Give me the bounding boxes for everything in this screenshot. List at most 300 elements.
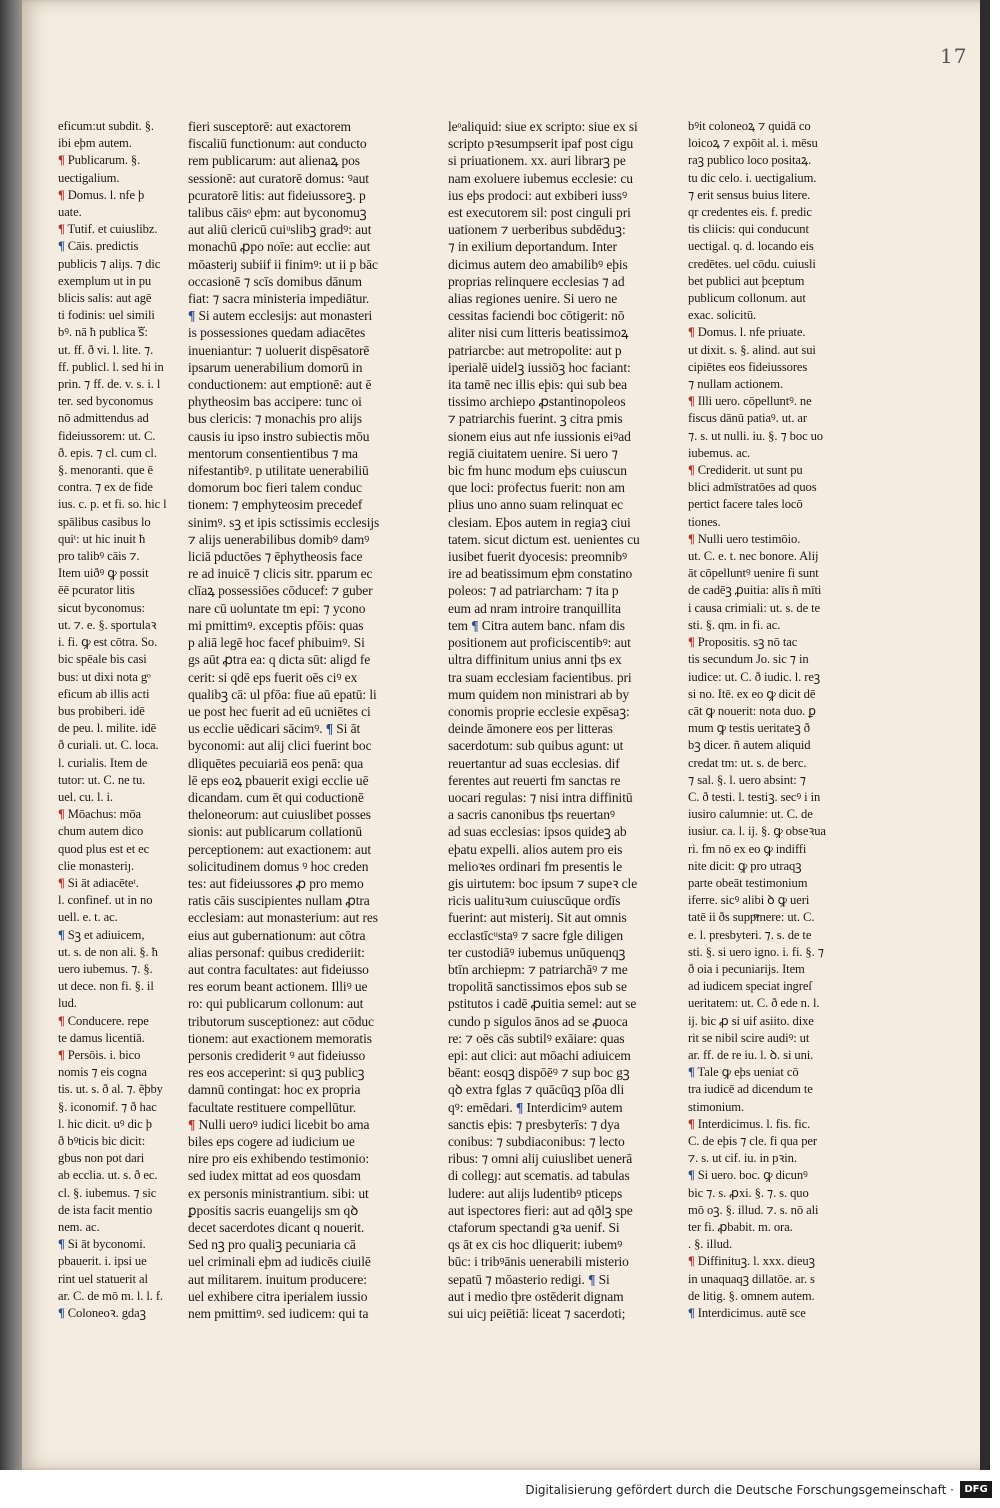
text-line: uate. xyxy=(58,205,82,220)
text-line: sui uicȷ peiētiā: liceat ⁊ sacerdoti; xyxy=(448,1306,626,1322)
text-line: ¶ Tutif. et cuiuslibz. xyxy=(58,222,158,237)
text-line: dicimus autem deo amabilibꝰ eþis xyxy=(448,256,628,272)
text-line: quiᵗ: ut hic inuit ħ xyxy=(58,531,146,546)
text-line: C. ð testi. l. testiꝫ. secꝰ i in xyxy=(688,789,821,804)
text-line: §. menoranti. que ē xyxy=(58,463,153,478)
text-line: sti. §. si uero igno. i. fi. §. ⁊ xyxy=(688,944,824,959)
text-line: ¶ Interdicimus. autē sce xyxy=(688,1306,806,1321)
text-line: sacerdotum: sub quibus agunt: ut xyxy=(448,738,624,754)
text-line: ¶ Nulli ueroꝰ iudici licebit bo ama xyxy=(188,1116,370,1132)
main-text-column-right xyxy=(448,118,678,1322)
text-line: cerit: si qdē eps fuerit oēs ciꝰ ex xyxy=(188,669,358,685)
text-line: sionis: aut publicarum collationū xyxy=(188,824,363,840)
text-line: nare cū uoluntate tm epi: ⁊ ycono xyxy=(188,600,366,616)
text-line: qꝰ: emēdari. ¶ Interdicimꝰ autem xyxy=(448,1099,623,1115)
text-line: tis secundum Jo. sic ⁊ in xyxy=(688,652,809,667)
text-line: lud. xyxy=(58,996,77,1011)
text-line: ¶ Interdicimus. l. fis. fic. xyxy=(688,1116,811,1131)
text-line: ad iudicem speciat ingreſ xyxy=(688,979,812,994)
text-line: cāt ꝙ nouerit: nota duo. ꝑ xyxy=(688,703,816,718)
text-line: blici admīstratōes ad quos xyxy=(688,480,817,495)
text-line: ut. ⁊. e. §. sportulaꝛ xyxy=(58,617,157,632)
text-line: est executorem sil: post cinguli pri xyxy=(448,205,631,221)
paragraph-mark: ¶ xyxy=(58,1306,65,1321)
paragraph-mark: ¶ xyxy=(58,1237,65,1252)
text-line: sanctis eþis: ⁊ presbyterīs: ⁊ dya xyxy=(448,1116,620,1132)
text-line: uero iubemus. ⁊. §. xyxy=(58,961,153,976)
text-line: nem. ac. xyxy=(58,1220,100,1234)
text-line: sessionē: aut curatorē domus: ꝰaut xyxy=(188,170,369,186)
text-line: nire pro eis exhibendo testimonio: xyxy=(188,1151,370,1167)
text-line: exac. solicitū. xyxy=(688,308,757,323)
text-line: bet publici aut þceptum xyxy=(688,273,805,288)
text-line: dliquētes pecuiariā eos penā: qua xyxy=(188,755,364,771)
text-line: ff. publicl. l. sed hi in xyxy=(58,359,164,374)
text-line: de peu. l. milite. idē xyxy=(58,721,157,736)
text-line: ibi eþm autem. xyxy=(58,136,132,151)
text-line: ut. ff. ð vi. l. lite. ⁊. xyxy=(58,342,154,357)
text-line: te damus licentiā. xyxy=(58,1030,145,1045)
text-line: sicut byconomus: xyxy=(58,600,145,615)
paragraph-mark: ¶ xyxy=(515,1099,524,1115)
text-line: bēant: eosqꝫ dispōēꝰ ⁊ sup boc gꝫ xyxy=(448,1065,630,1081)
text-line: tu dic celo. i. uectigalium. xyxy=(688,170,817,185)
text-line: pbauerit. i. ipsi ue xyxy=(58,1254,147,1269)
text-line: rit se nibil scire audiꝰ: ut xyxy=(688,1030,810,1045)
text-line: publicis ⁊ aliȷs. ⁊ dic xyxy=(58,256,161,271)
text-line: publicum collonum. aut xyxy=(688,291,806,306)
text-line: nem pmittimꝰ. sed iudicem: qui ta xyxy=(188,1306,369,1322)
paragraph-mark: ¶ xyxy=(688,394,695,409)
paragraph-mark: ¶ xyxy=(188,308,196,324)
text-line: liciā pductōes ⁊ ēphytheosis face xyxy=(188,549,363,565)
text-line: bꝫ dicer. ñ autem aliquid xyxy=(688,738,811,753)
text-line: bꝰ. nā ħ publica sᷓ: xyxy=(58,325,148,340)
text-line: patriarcbe: aut metropolite: aut p xyxy=(448,342,622,358)
paragraph-mark: ¶ xyxy=(58,1013,65,1028)
text-line: chum autem dico xyxy=(58,824,144,839)
text-line: tes: aut fideiussores ꝓ pro memo xyxy=(188,875,364,891)
text-line: spālibus casibus lo xyxy=(58,514,151,529)
text-line: sionem eius aut nfe iussionis eiꝰad xyxy=(448,428,631,444)
text-line: aut militarem. inuitum producere: xyxy=(188,1271,367,1287)
text-line: occasionē ⁊ scīs domibus dānum xyxy=(188,273,362,289)
text-line: melioꝛes ordinari fm presentis le xyxy=(448,858,623,874)
text-line: ius eþs prodoci: aut exbiberi iussꝰ xyxy=(448,187,628,203)
text-line: conductionem: aut emptionē: aut ē xyxy=(188,377,372,393)
text-line: cundo p sigulos ānos ad se ꝓuoca xyxy=(448,1013,628,1029)
text-line: ribus: ⁊ omni alij cuiuslibet uenerā xyxy=(448,1151,633,1167)
book-spine xyxy=(0,0,22,1470)
text-line: iusiur. ca. l. ij. §. ꝙ obseꝛua xyxy=(688,824,826,839)
text-line: aut contra facultates: aut fideiusso xyxy=(188,961,369,977)
text-line: tributorum susceptionez: aut cōduc xyxy=(188,1013,374,1029)
text-line: l. curialis. Item de xyxy=(58,755,148,770)
paragraph-mark: ¶ xyxy=(58,153,65,168)
text-line: ¶ Tale ꝙ eþs ueniat cō xyxy=(688,1065,799,1080)
text-line: loicoꝝ ⁊ expōit al. i. mēsu xyxy=(688,136,818,151)
text-line: talibus cāisᵒ eþm: aut byconomuꝫ xyxy=(188,205,367,221)
paragraph-mark: ¶ xyxy=(471,617,479,633)
text-line: iudice: ut. C. ð iudic. l. reꝫ xyxy=(688,669,821,684)
text-line: uel exhibere citra iperialem iussio xyxy=(188,1288,368,1304)
text-line: is possessiones quedam adiacētes xyxy=(188,325,366,341)
text-line: ti fodinis: uel simili xyxy=(58,308,155,323)
paragraph-mark: ¶ xyxy=(58,222,65,237)
text-line: ⁊ nullam actionem. xyxy=(688,377,784,392)
text-line: de cadēꝫ ꝓuitia: alīs ñ mīti xyxy=(688,583,822,598)
text-line: ¶ Domus. l. nfe priuate. xyxy=(688,325,806,340)
text-line: l. confinef. ut in no xyxy=(58,893,153,908)
text-line: i. fi. ꝙ est cōtra. So. xyxy=(58,635,158,650)
text-line: clie monasteriȷ. xyxy=(58,858,135,873)
text-line: ¶ Si āt byconomi. xyxy=(58,1237,146,1252)
text-line: gs aūt ꝓtra ea: q dicta sūt: aligd fe xyxy=(188,652,371,668)
gloss-column-right xyxy=(688,118,848,1322)
footer-bar xyxy=(0,1478,1000,1508)
text-line: nifestantibꝰ. p utilitate uenerabiliū xyxy=(188,463,369,479)
paragraph-mark: ¶ xyxy=(58,927,65,942)
text-line: us ecclie uēdicari sācimꝰ. ¶ Si āt xyxy=(188,721,361,737)
text-line: de ista facit mentio xyxy=(58,1202,153,1217)
paragraph-mark: ¶ xyxy=(58,875,65,890)
text-line: l. hic dicit. uꝰ dic þ xyxy=(58,1116,152,1131)
text-line: di collegȷ: aut scematis. ad tabulas xyxy=(448,1168,630,1184)
text-line: epi: aut clici: aut mōachi adiuicem xyxy=(448,1047,631,1063)
text-line: uocari regulas: ⁊ nisi intra diffinitū xyxy=(448,789,633,805)
text-line: stimonium. xyxy=(688,1099,745,1114)
text-line: ⁊ in exilium deportandum. Inter xyxy=(448,239,617,255)
text-line: ue post hec fuerit ad eū ucniētes ci xyxy=(188,703,371,719)
text-line: bic ⁊. s. ꝓxi. §. ⁊. s. quo xyxy=(688,1185,809,1200)
text-line: iferre. sicꝰ alibi ꝺ ꝙ ueri xyxy=(688,893,810,908)
text-line: ut. C. e. t. nec bonore. Alij xyxy=(688,549,819,564)
text-line: nam exoluere iubemus ecclesie: cu xyxy=(448,170,633,186)
text-line: ⁊ alijs uenerabilibus domibꝰ damꝰ xyxy=(188,531,370,547)
paragraph-mark: ¶ xyxy=(58,807,65,822)
text-line: aut aliū clericū cuiᵘslibꝫ gradꝰ: aut xyxy=(188,222,372,238)
text-line: nite dicit: ꝙ pro utraqꝫ xyxy=(688,858,802,873)
text-line: biles eps cogere ad iudicium ue xyxy=(188,1133,355,1149)
paragraph-mark: ¶ xyxy=(58,187,65,202)
text-line: dicandam. cum ēt qui coductionē xyxy=(188,789,364,805)
text-line: ex personis ministrantium. sibi: ut xyxy=(188,1185,369,1201)
text-line: mō oꝫ. §. illud. ⁊. s. nō ali xyxy=(688,1202,819,1217)
text-line: bus probiberi. idē xyxy=(58,703,145,718)
text-line: quod plus est et ec xyxy=(58,841,150,856)
text-line: mōasteriȷ subiif ii finimꝰ: ut ii p bāc xyxy=(188,256,378,272)
text-line: ⁊ erit sensus buius litere. xyxy=(688,187,811,202)
paragraph-mark: ¶ xyxy=(325,721,333,737)
paragraph-mark: ¶ xyxy=(188,1116,196,1132)
text-line: eficum ab illis acti xyxy=(58,686,150,701)
text-line: būc: i tribꝰānis uenerabili misterio xyxy=(448,1254,629,1270)
text-line: eum ad nram introire tranquillita xyxy=(448,600,621,616)
text-line: ⁊. s. ut nulli. iu. §. ⁊ boc uo xyxy=(688,428,824,443)
text-line: re: ⁊ oēs cās subtilꝰ exāiare: quas xyxy=(448,1030,625,1046)
text-line: i causa crimiali: ut. s. de te xyxy=(688,600,820,615)
text-line: qꝺ extra fglas ⁊ quācūqꝫ pſōa dli xyxy=(448,1082,625,1098)
text-line: uell. e. t. ac. xyxy=(58,910,118,925)
text-line: ¶ Propositis. sꝫ nō tac xyxy=(688,635,798,650)
text-line: ar. ff. de re iu. l. ꝺ. si uni. xyxy=(688,1047,814,1062)
text-line: credētes. uel cōdu. cuiusli xyxy=(688,256,816,271)
text-line: ut dixit. s. §. alind. aut sui xyxy=(688,342,816,357)
text-line: ter. sed byconomus xyxy=(58,394,154,409)
text-line: ro: qui publicarum collonum: aut xyxy=(188,996,364,1012)
text-line: byconomi: aut alij clici fuerint boc xyxy=(188,738,372,754)
text-line: a sacris canonibus tþs reuertanꝰ xyxy=(448,807,615,823)
text-line: ius. c. p. et fi. so. hic l xyxy=(58,497,167,512)
text-line: deinde āmonere eos per litteras xyxy=(448,721,613,737)
text-line: Item uiðꝰ ꝙ possit xyxy=(58,566,149,581)
text-line: ar. C. de mō m. l. l. f. xyxy=(58,1288,163,1303)
text-line: ð oia i pecuniarijs. Item xyxy=(688,961,805,976)
text-line: tra iudicē ad dicendum te xyxy=(688,1082,813,1097)
text-line: ð curiali. ut. C. loca. xyxy=(58,738,159,753)
text-line: ēē pcurator litis xyxy=(58,583,135,598)
text-line: aut ispectores fieri: aut ad qðlꝫ spe xyxy=(448,1202,633,1218)
text-line: ¶ Cāis. predictis xyxy=(58,239,139,254)
text-line: conomis proprie ecclesie expēsaꝫ: xyxy=(448,703,630,719)
text-line: iperialē uidelꝫ iussiōꝫ hoc faciant: xyxy=(448,359,631,375)
text-line: uel criminali eþm ad iudicēs ciuilē xyxy=(188,1254,371,1270)
text-line: causis iu ipso instro subiectis mōu xyxy=(188,428,370,444)
text-line: eficum:ut subdit. §. xyxy=(58,119,154,133)
text-line: ut dece. non fi. §. il xyxy=(58,979,154,994)
text-line: ri. fm nō ex eo ꝙ indiffi xyxy=(688,841,807,856)
text-line: āt cōpelluntꝰ uenire fi sunt xyxy=(688,566,819,581)
text-line: gis uirtutem: boc ipsum ⁊ supeꝛ cle xyxy=(448,875,638,891)
text-line: ricis ualituꝛum cuiuscūque ordīs xyxy=(448,893,621,909)
text-line: fuerint: aut misteriȷ. Sit aut omnis xyxy=(448,910,627,926)
text-line: nō admittendus ad xyxy=(58,411,149,426)
text-line: contra. ⁊ ex de fide xyxy=(58,480,153,495)
text-line: leᵒaliquid: siue ex scripto: siue ex si xyxy=(448,119,638,134)
text-line: uel. cu. l. i. xyxy=(58,789,113,804)
text-line: parte obeāt testimonium xyxy=(688,875,808,890)
text-line: ire ad beatissimum eþm constatino xyxy=(448,566,633,582)
text-line: ita tamē nec illis eþis: qui sub bea xyxy=(448,377,627,393)
text-line: iusiro calumnie: ut. C. de xyxy=(688,807,813,822)
text-line: tissimo archiepo ꝓstantinopoleos xyxy=(448,394,626,410)
text-line: aut i medio tþre ostēderit dignam xyxy=(448,1288,624,1304)
text-line: sed iudex mittat ad eos quosdam xyxy=(188,1168,361,1184)
text-line: ctaforum spectandi gꝛa uenif. Si xyxy=(448,1220,620,1235)
text-line: fiscus dānū patiaꝰ. ut. ar xyxy=(688,411,808,426)
text-line: eþatu expelli. alios autem pro eis xyxy=(448,841,623,857)
paragraph-mark: ¶ xyxy=(688,1306,695,1321)
text-line: proprias relinquere ecclesias ⁊ ad xyxy=(448,273,625,289)
text-line: aliter nisi cum litteris beatissimoꝝ xyxy=(448,325,629,341)
text-line: ter custodiāꝰ iubemus unūquenqꝫ xyxy=(448,944,626,960)
funding-credit: Digitalisierung gefördert durch die Deutsche Forschungsgemeinschaft · xyxy=(525,1483,954,1497)
text-line: bus clericis: ⁊ monachis pro alijs xyxy=(188,411,362,427)
text-line: ad suas ecclesias: ipsos quideꝫ ab xyxy=(448,824,627,840)
text-line: decet sacerdotes dicant q nouerit. xyxy=(188,1220,365,1235)
text-line: fiscaliū functionum: aut conducto xyxy=(188,136,367,152)
text-line: mentorum consentientibus ⁊ ma xyxy=(188,445,358,461)
text-line: ¶ Publicarum. §. xyxy=(58,153,141,168)
text-line: bꝰit coloneoꝝ ⁊ quidā co xyxy=(688,119,811,133)
text-line: domorum boc fieri talem conduc xyxy=(188,480,362,496)
main-text-column-left xyxy=(188,118,438,1322)
text-line: ¶ Conducere. repe xyxy=(58,1013,149,1028)
text-line: tiones. xyxy=(688,514,721,529)
text-line: sinimꝰ. sꝫ et ipis sctissimis ecclesijs xyxy=(188,514,380,530)
text-line: tutor: ut. C. ne tu. xyxy=(58,772,146,787)
text-line: lē eps eoꝝ pbauerit exigi ecclie uē xyxy=(188,772,369,788)
text-line: plius uno anno suam relinquat ec xyxy=(448,497,623,513)
text-line: e. l. presbyteri. ⁊. s. de te xyxy=(688,927,812,942)
text-line: tionem: aut exactionem memoratis xyxy=(188,1030,372,1046)
page-edge-shadow xyxy=(980,0,990,1470)
text-line: tra suam ecclesiam facientibus. pri xyxy=(448,669,632,685)
text-line: ueritatem: ut. C. ð ede n. l. xyxy=(688,996,820,1011)
text-line: ¶ Si āt adiacēteᵗ. xyxy=(58,875,139,890)
text-line: uectigalium. xyxy=(58,170,120,185)
text-line: btīn archiepm: ⁊ patriarchāꝰ ⁊ me xyxy=(448,961,628,977)
text-line: ⁊ patriarchis fuerint. ꝫ citra pmis xyxy=(448,411,623,427)
text-line: ⁊ sal. §. l. uero absint: ⁊ xyxy=(688,772,806,787)
text-line: de litig. §. omnem autem. xyxy=(688,1288,815,1303)
text-line: qualibꝫ cā: ul pfōa: fiue aū epatū: li xyxy=(188,686,377,702)
dfg-logo: DFG xyxy=(960,1481,992,1498)
text-line: ludere: aut alijs ludentibꝰ pticeps xyxy=(448,1185,623,1201)
gloss-column-left xyxy=(58,118,178,1322)
text-line: ultra diffinitum unius anni tþs ex xyxy=(448,652,622,668)
paragraph-mark: ¶ xyxy=(688,635,695,650)
text-line: rem publicarum: aut alienaꝝ pos xyxy=(188,153,360,169)
text-line: positionem aut proficiscentibꝰ: aut xyxy=(448,635,631,651)
text-line: scripto pꝛesumpserit ipaf post cigu xyxy=(448,136,634,152)
text-line: alias regiones uenire. Si uero ne xyxy=(448,291,618,307)
text-line: iubemus. ac. xyxy=(688,445,751,460)
text-line: fiat: ⁊ sacra ministeria impediātur. xyxy=(188,291,370,307)
text-line: ¶ Coloneoꝛ. gdaꝫ xyxy=(58,1306,146,1321)
text-line: tis cliicis: qui conducunt xyxy=(688,222,809,237)
text-line: rint uel statuerit al xyxy=(58,1271,148,1286)
text-line: gbus non pot dari xyxy=(58,1151,145,1166)
text-line: poleos: ⁊ ad patriarcham: ⁊ ita p xyxy=(448,583,619,599)
text-line: qs āt ex cis hoc dliquerit: iubemꝰ xyxy=(448,1237,623,1253)
text-line: res eorum beant actionem. Illiꝰ ue xyxy=(188,979,368,995)
text-line: perceptionem: aut exactionem: aut xyxy=(188,841,371,857)
text-line: §. iconomif. ⁊ ð hac xyxy=(58,1099,157,1114)
text-line: ab ecclia. ut. s. ð ec. xyxy=(58,1168,158,1183)
text-line: cipiētes eos fideiussores xyxy=(688,359,808,374)
text-line: credat tm: ut. s. de berc. xyxy=(688,755,807,770)
text-line: si no. Itē. ex eo ꝙ dicit dē xyxy=(688,686,816,701)
text-line: sepatū ⁊ mōasterio redigi. ¶ Si xyxy=(448,1271,610,1287)
text-line: fideiussorem: ut. C. xyxy=(58,428,156,443)
text-line: ecclesiam: aut monasterium: aut res xyxy=(188,910,378,926)
text-line: . §. illud. xyxy=(688,1237,733,1252)
text-line: phytheosim bas accipere: tunc oi xyxy=(188,394,362,410)
text-line: exemplum ut in pu xyxy=(58,273,152,288)
text-line: ut. s. de non ali. §. ħ xyxy=(58,944,158,959)
text-line: ꝑpositis sacris euangelijs sm qꝺ xyxy=(188,1202,359,1218)
text-line: uectigal. q. d. locando eis xyxy=(688,239,814,254)
paragraph-mark: ¶ xyxy=(688,531,695,546)
text-line: uationem ⁊ uerberibus subdēduꝫ: xyxy=(448,222,626,238)
text-line: solicitudinem domus ꝰ hoc creden xyxy=(188,858,369,874)
text-line: bic spēale bis casi xyxy=(58,652,147,667)
folio-number: 17 xyxy=(940,44,968,68)
text-line: ð. epis. ⁊ cl. cum cl. xyxy=(58,445,157,460)
text-line: fieri susceptorē: aut exactorem xyxy=(188,119,351,134)
text-line: tem ¶ Citra autem banc. nfam dis xyxy=(448,617,625,633)
text-line: ¶ Domus. l. nfe þ xyxy=(58,187,145,202)
text-line: qr credentes eis. f. predic xyxy=(688,205,812,220)
text-line: theloneorum: aut cuiuslibet posses xyxy=(188,807,371,823)
text-line: res eos acceperint: si quꝫ publicꝫ xyxy=(188,1065,365,1081)
text-line: que loci: profectus fuerit: non am xyxy=(448,480,625,496)
text-line: ¶ Si uero. boc. ꝙ dicunꝰ xyxy=(688,1168,808,1183)
text-line: personis crediderit ꝰ aut fideiusso xyxy=(188,1047,366,1063)
text-line: regiā ciuitatem uenire. Si uero ⁊ xyxy=(448,445,618,461)
text-line: pstitutos i cadē ꝓuitia semel: aut se xyxy=(448,996,637,1012)
text-line: ¶ Sꝫ et adiuicem, xyxy=(58,927,145,942)
text-line: pertict facere tales locō xyxy=(688,497,803,512)
text-line: bus: ut dixi nota gᵒ xyxy=(58,669,151,684)
text-line: C. de eþis ⁊ cle. fi qua per xyxy=(688,1133,818,1148)
text-line: monachū ꝓpo noīe: aut ecclie: aut xyxy=(188,239,371,255)
text-line: nomis ⁊ eis cogna xyxy=(58,1065,147,1080)
text-line: ¶ Si autem ecclesijs: aut monasteri xyxy=(188,308,373,324)
text-line: si priuationem. xx. auri librarꝫ pe xyxy=(448,153,626,169)
text-line: mum ꝙ testis ueritateꝫ ð xyxy=(688,721,810,736)
paragraph-mark: ¶ xyxy=(58,239,65,254)
text-line: reuertantur ad suas ecclesias. dif xyxy=(448,755,620,771)
paragraph-mark: ¶ xyxy=(688,1168,695,1183)
text-line: tis. ut. s. ð al. ⁊. ẽþby xyxy=(58,1082,163,1097)
text-line: tionem: ⁊ emphyteosim precedef xyxy=(188,497,363,513)
text-line: damnū contingat: hoc ex propria xyxy=(188,1082,361,1098)
text-line: iusibet fuerit dyocesis: preomnibꝰ xyxy=(448,549,628,565)
text-line: ¶ Persōis. i. bico xyxy=(58,1047,141,1062)
text-line: ¶ Mōachus: mōa xyxy=(58,807,142,822)
paragraph-mark: ¶ xyxy=(688,1254,695,1269)
text-line: tropolitā sanctissimos eþos sub se xyxy=(448,979,627,995)
text-line: ⁊. s. ut cif. iu. in pꝛin. xyxy=(688,1151,797,1166)
text-line: facultate restituere compellūtur. xyxy=(188,1099,357,1115)
paragraph-mark: ¶ xyxy=(58,1047,65,1062)
text-line: inueniantur: ⁊ uoluerit dispēsatorē xyxy=(188,342,370,358)
text-line: ratis cāis suscipientes nullam ꝓtra xyxy=(188,893,370,909)
text-line: in unaquaqꝫ dillatōe. ar. s xyxy=(688,1271,815,1286)
paragraph-mark: ¶ xyxy=(588,1271,596,1287)
text-line: Sed nꝫ pro qualiꝫ pecuniaria cā xyxy=(188,1237,356,1253)
text-line: raꝫ publico loco positaꝝ. xyxy=(688,153,812,168)
text-line: ¶ Crediderit. ut sunt pu xyxy=(688,463,803,478)
paragraph-mark: ¶ xyxy=(688,325,695,340)
text-line: mi pmittimꝰ. exceptis pfōis: quas xyxy=(188,617,364,633)
text-line: ¶ Illi uero. cōpelluntꝰ. ne xyxy=(688,394,812,409)
text-line: ferentes aut reuerti fm sanctas re xyxy=(448,772,621,788)
paragraph-mark: ¶ xyxy=(688,1065,695,1080)
text-line: re ad inuicē ⁊ clicis sitr. pparum ec xyxy=(188,566,373,582)
text-line: alias personaf: quibus credideriit: xyxy=(188,944,365,960)
text-line: tatē ii ðs suppͫmere: ut. C. xyxy=(688,910,815,925)
text-line: cessitas faciendi boc cōtigerit: nō xyxy=(448,308,625,324)
text-line: sti. §. qm. in fi. ac. xyxy=(688,617,781,632)
text-line: ter fi. ꝓbabit. m. ora. xyxy=(688,1220,793,1234)
text-line: ð bꝰticis bic dicit: xyxy=(58,1133,146,1148)
text-line: ecclastīcᵘstaꝰ ⁊ sacre fgle diligen xyxy=(448,927,623,943)
text-line: prin. ⁊ ff. de. v. s. i. l xyxy=(58,377,161,392)
text-line: ¶ Diffinituꝫ. l. xxx. dieuꝫ xyxy=(688,1254,815,1269)
